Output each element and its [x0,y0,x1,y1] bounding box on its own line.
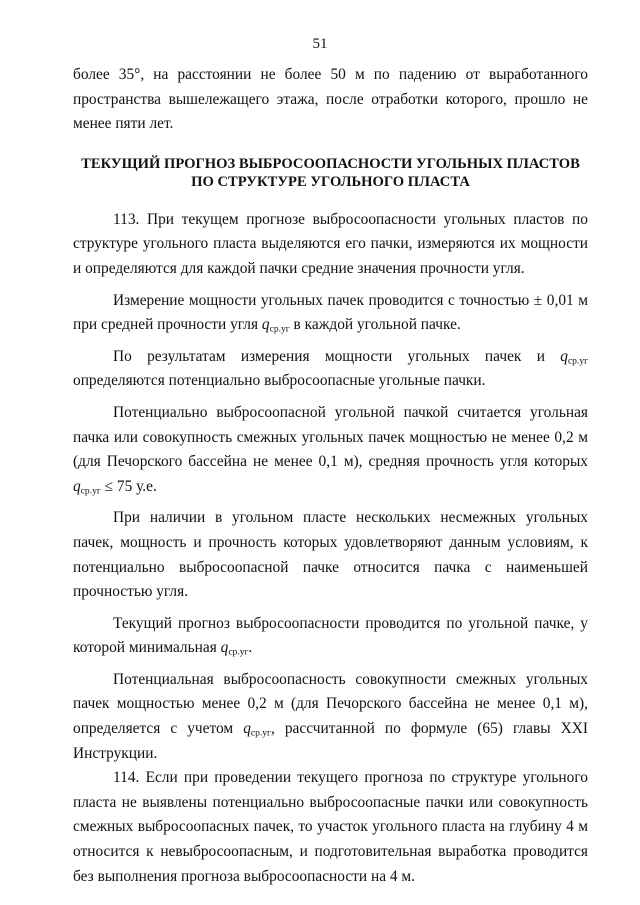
heading-line-2: ПО СТРУКТУРЕ УГОЛЬНОГО ПЛАСТА [191,174,470,191]
paragraph-114: 114. Если при проведении текущего прогноза по структуре угольного пласта не выявлены потенциально выбросоопасные пачки или совокупность смежных выбросоопасных пачек, то участок угольного пласта на глубину 4 м относится к невыбросоопасным, и подготовительная выработка проводится без выполнения прогноза выбросоопасности на 4 м. [73,769,588,885]
text-fragment: в каждой угольной пачке. [289,316,461,334]
q-symbol: q [560,347,568,365]
q-symbol: q [261,316,270,334]
q-subscript: ср.уг [250,727,271,739]
paragraph-aggregate [73,668,588,766]
q-symbol: q [73,477,81,495]
page-number: 51 [312,36,328,52]
q-symbol: q [243,720,251,738]
paragraph-results [73,345,588,394]
section-heading [73,155,588,192]
text-fragment: ≤ 75 у.е. [100,477,157,495]
text-fragment: определяются потенциально выбросоопасные угольные пачки. [73,372,486,390]
q-symbol: q [220,639,229,657]
paragraph-potential [73,401,588,499]
text-fragment: , рассчитанной по формуле (65) главы XXI Инструкции. [73,720,588,762]
text-fragment: . [248,639,253,657]
text-fragment: По результатам измерения мощности угольных пачек и [113,347,561,365]
q-subscript: ср.уг [228,646,249,658]
paragraph-current-forecast [73,612,588,661]
paragraph-continuation: более 35°, на расстоянии не более 50 м по падению от выработанного пространства вышележащего этажа, после отработки которого, прошло не менее пяти лет. [73,66,588,133]
paragraph-measurement [73,289,588,338]
paragraph-several-packs: При наличии в угольном пласте нескольких несмежных угольных пачек, мощность и прочность которых удовлетворяют данным условиям, к потенциально выбросоопасной пачке относится пачка с наименьшей прочностью угля. [73,509,588,601]
text-fragment: Текущий прогноз выбросоопасности проводится по угольной пачке, у которой минимальная [73,614,588,657]
q-subscript: ср.уг [567,355,588,367]
q-subscript: ср.уг [269,323,290,335]
text-fragment: Потенциально выбросоопасной угольной пачкой считается угольная пачка или совокупность смежных угольных пачек мощностью не менее 0,2 м (для Печорского бассейна не менее 0,1 м), средняя прочность угля которых [73,403,588,471]
text-fragment: Измерение мощности угольных пачек проводится с точностью ± 0,01 м при средней прочности угля [73,291,588,334]
heading-line-1: ТЕКУЩИЙ ПРОГНОЗ ВЫБРОСООПАСНОСТИ УГОЛЬНЫХ ПЛАСТОВ [81,155,580,172]
q-subscript: ср.уг [80,485,101,497]
page-body [73,63,588,889]
paragraph-113: 113. При текущем прогнозе выбросоопасности угольных пластов по структуре угольного пласта выделяются его пачки, измеряются их мощности и определяются для каждой пачки средние значения прочности угля. [73,210,588,277]
text-fragment: Потенциальная выбросоопасность совокупности смежных угольных пачек мощностью менее 0,2 м (для Печорского бассейна не менее 0,1 м), определяется с учетом [73,670,588,738]
